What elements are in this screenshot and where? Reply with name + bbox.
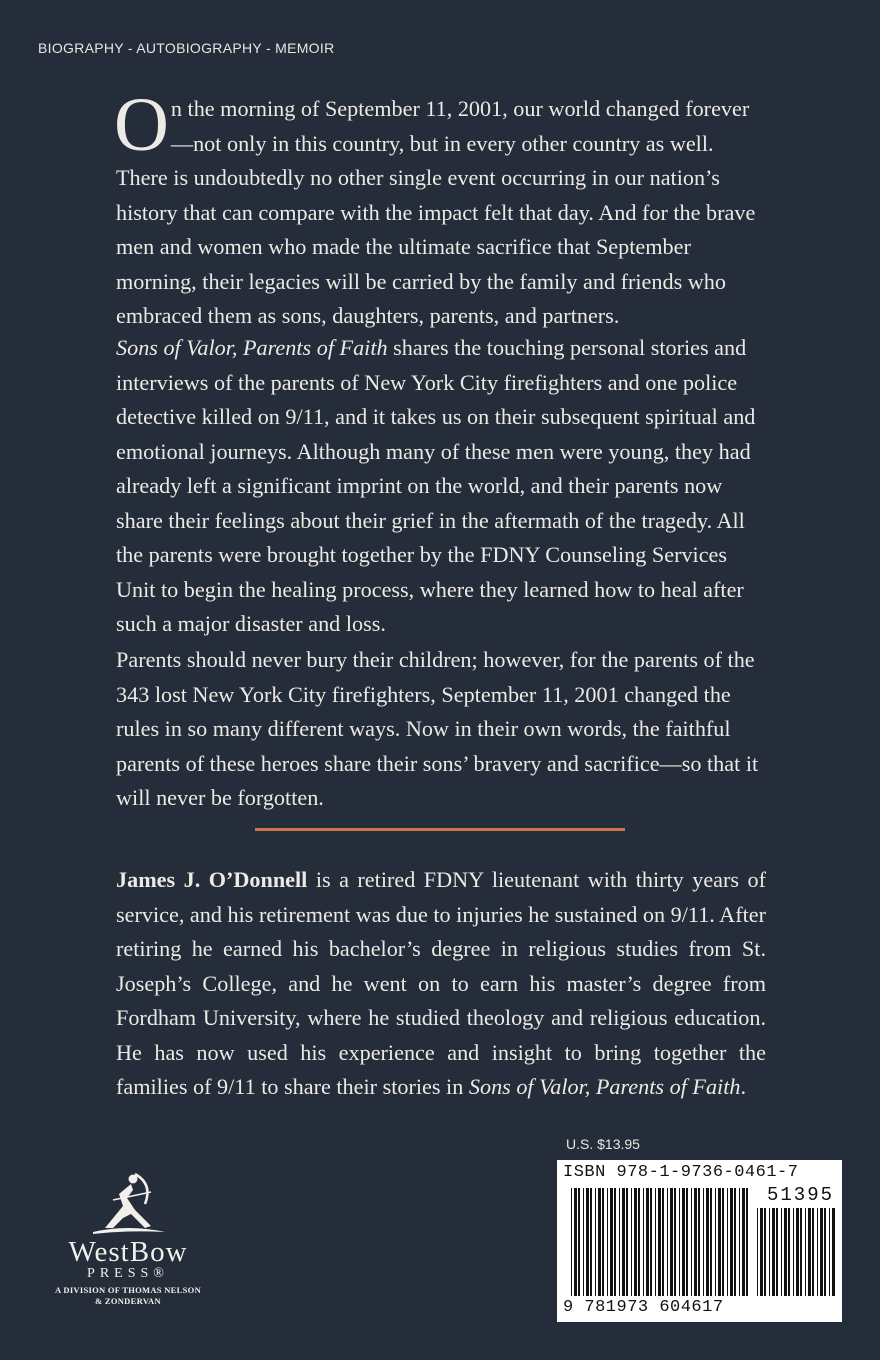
closing-paragraph: Parents should never bury their children; however, for the parents of the 343 lost New York City firefighters, September 11, 2001 changed the rules in so many different ways. Now in their own words, the faithful parents of these heroes share their sons’ bravery and sacrifice—so that it will never be forgotten. <box>116 647 759 810</box>
barcode-bar <box>595 1188 596 1296</box>
barcode-bar <box>686 1188 688 1296</box>
price-barcode-bar <box>784 1208 787 1296</box>
barcode-bar <box>598 1188 601 1296</box>
price-barcode-bar <box>793 1208 794 1296</box>
publisher-division-line1: A DIVISION OF THOMAS NELSON <box>54 1285 202 1295</box>
book-title: Sons of Valor, Parents of Faith <box>116 335 388 360</box>
barcode-bar <box>583 1188 584 1296</box>
barcode-bar <box>650 1188 652 1296</box>
barcode-bar <box>622 1188 625 1296</box>
barcode-bar <box>710 1188 712 1296</box>
barcode-bar <box>674 1188 676 1296</box>
barcode-bar <box>634 1188 637 1296</box>
author-name: James J. O’Donnell <box>116 867 308 892</box>
barcode-bar <box>626 1188 628 1296</box>
price-barcode-bar <box>788 1208 790 1296</box>
summary-paragraph <box>116 331 766 642</box>
archer-icon <box>83 1170 173 1236</box>
ean-barcode <box>571 1188 751 1296</box>
publisher-press: PRESS® <box>87 1266 169 1281</box>
barcode-bar <box>586 1188 589 1296</box>
barcode-bar <box>574 1188 577 1296</box>
barcode-bar <box>718 1188 721 1296</box>
barcode-bar <box>578 1188 580 1296</box>
price-barcode <box>757 1208 835 1296</box>
price-barcode-bar <box>808 1208 811 1296</box>
price-barcode-bar <box>832 1208 835 1296</box>
barcode-bar <box>646 1188 649 1296</box>
barcode-bar <box>727 1188 728 1296</box>
barcode-bar <box>703 1188 704 1296</box>
barcode-bar <box>742 1188 745 1296</box>
divider-rule <box>255 828 625 831</box>
barcode-bar <box>739 1188 740 1296</box>
price-barcode-bar <box>812 1208 814 1296</box>
drop-cap: O <box>114 83 169 167</box>
barcode-bar <box>643 1188 644 1296</box>
barcode-bar <box>730 1188 733 1296</box>
price-barcode-bar <box>820 1208 823 1296</box>
price-barcode-bar <box>769 1208 770 1296</box>
barcode-bar <box>607 1188 608 1296</box>
price-barcode-bar <box>772 1208 775 1296</box>
barcode-bar <box>670 1188 673 1296</box>
barcode-bar <box>610 1188 613 1296</box>
intro-paragraph <box>114 83 766 334</box>
ean-digits: 9 781973 604617 <box>563 1298 724 1317</box>
publisher-division-line2: & ZONDERVAN <box>95 1296 161 1306</box>
price-barcode-bar <box>824 1208 826 1296</box>
barcode-bar <box>590 1188 592 1296</box>
barcode-bar <box>698 1188 700 1296</box>
summary-text: shares the touching personal stories and interviews of the parents of New York City firefighters and one police detective killed on 9/11, and it takes us on their subsequent spiritual and emotional journeys. Although many of these men were young, they had already left a significant imprint on the world, and their parents now share their feelings about their grief in the aftermath of the tragedy. All the parents were brought together by the FDNY Counseling Services Unit to begin the healing process, where they learned how to heal after such a major disaster and loss. <box>116 335 756 636</box>
barcode-bar <box>602 1188 604 1296</box>
isbn-text: ISBN 978-1-9736-0461-7 <box>563 1163 799 1182</box>
author-bio-text: is a retired FDNY lieutenant with thirty years of service, and his retirement was due to injuries he sustained on 9/11. After retiring he earned his bachelor’s degree in religious studies from St. Joseph’s College, and he went on to earn his master’s degree from Fordham University, where he studied theology and religious education. He has now used his experience and insight to bring together the families of 9/11 to share their stories in <box>116 867 766 1099</box>
barcode-bar <box>655 1188 656 1296</box>
price-barcode-bar <box>805 1208 806 1296</box>
category-label: BIOGRAPHY - AUTOBIOGRAPHY - MEMOIR <box>38 40 335 56</box>
price-code: 51395 <box>766 1184 834 1206</box>
price-barcode-bar <box>760 1208 763 1296</box>
price-barcode-bar <box>817 1208 818 1296</box>
price-label: U.S. $13.95 <box>566 1136 640 1152</box>
barcode-bar <box>682 1188 685 1296</box>
intro-text: n the morning of September 11, 2001, our world changed forever—not only in this country, but in every other country as well. There is undoubtedly no other single event occurring in our nation’s history that can compare with the impact felt that day. And for the brave men and women who made the ultimate sacrifice that September morning, their legacies will be carried by the family and friends who embraced them as sons, daughters, parents, and partners. <box>116 96 756 328</box>
barcode-bar <box>667 1188 668 1296</box>
barcode-bar <box>746 1188 748 1296</box>
barcode-bar <box>679 1188 680 1296</box>
barcode-bar <box>614 1188 616 1296</box>
publisher-logo <box>28 1170 228 1330</box>
price-barcode-bar <box>757 1208 758 1296</box>
publisher-division <box>28 1285 228 1307</box>
price-barcode-bar <box>764 1208 766 1296</box>
barcode-box <box>557 1160 842 1322</box>
barcode-bar <box>638 1188 640 1296</box>
barcode-bar <box>571 1188 572 1296</box>
publisher-name: WestBow <box>68 1236 188 1268</box>
barcode-bar <box>694 1188 697 1296</box>
barcode-bar <box>658 1188 661 1296</box>
barcode-bar <box>691 1188 692 1296</box>
price-barcode-bar <box>796 1208 799 1296</box>
price-barcode-bar <box>776 1208 778 1296</box>
barcode-bar <box>715 1188 716 1296</box>
author-bio <box>116 863 766 1105</box>
price-barcode-bar <box>781 1208 782 1296</box>
author-bio-end: . <box>740 1074 747 1099</box>
barcode-bar <box>734 1188 736 1296</box>
price-barcode-bar <box>829 1208 830 1296</box>
barcode-bar <box>631 1188 632 1296</box>
barcode-bar <box>662 1188 664 1296</box>
price-barcode-bar <box>800 1208 802 1296</box>
barcode-bar <box>722 1188 724 1296</box>
author-bio-book-title: Sons of Valor, Parents of Faith <box>468 1074 741 1099</box>
barcode-bar <box>706 1188 709 1296</box>
barcode-bar <box>619 1188 620 1296</box>
